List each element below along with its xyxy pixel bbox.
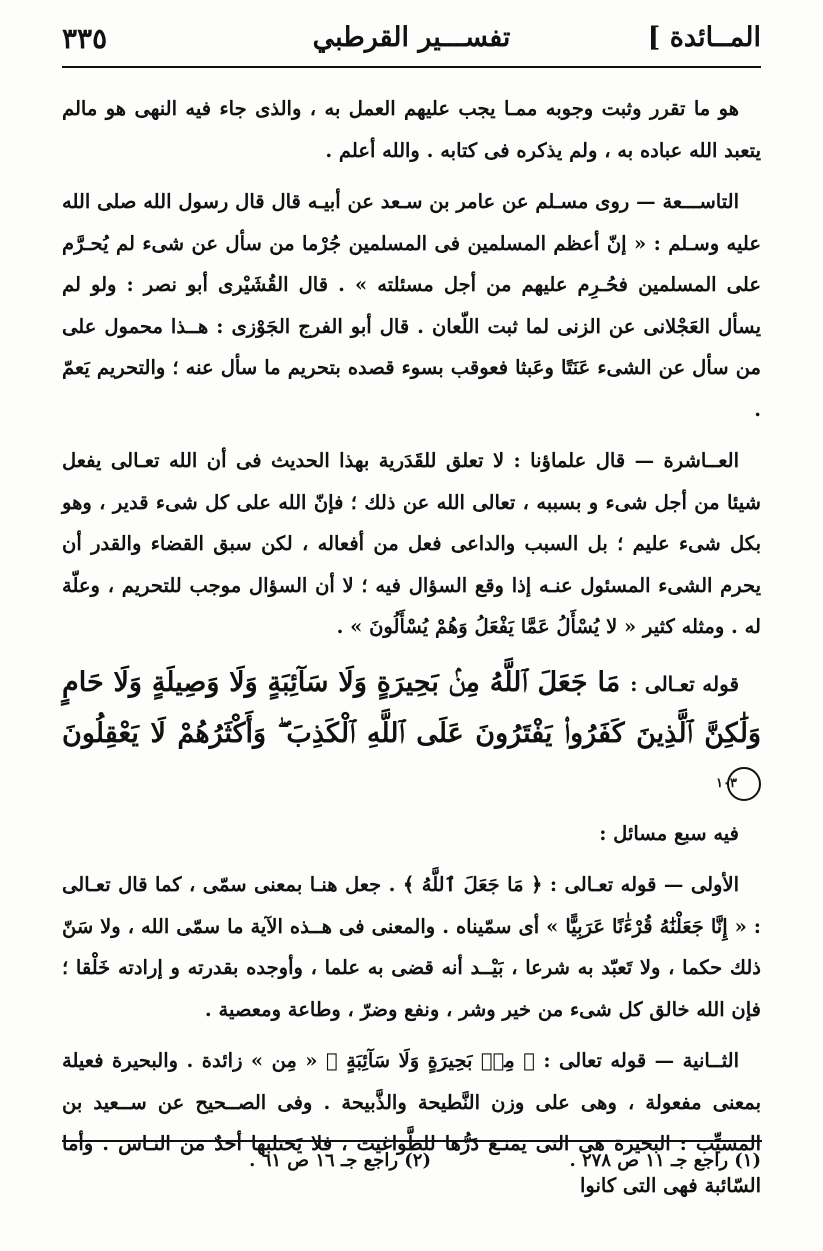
footnote-1: (١) راجع جـ ١١ ص ٢٧٨ . bbox=[569, 1150, 761, 1171]
paragraph-second-issue: الثــانية — قوله تعالى : ﴿ مِنۢ بَحِيرَةٍ وَلَا سَآئِبَةٍ ﴾ « مِن » زائدة . والبحيرة فعيلة بمعنى مفعولة ، وهى على وزن النَّطيحة والذَّبيحة . وفى الصــحيح عن ســعيد بن المسيِّب : البحيرة هى التى يمنـع دَرُّها للطَّواغيت ، فلا يَحتلبها أحدٌ من النـاس . وأما السّائبة فهى التى كانوا bbox=[62, 1049, 761, 1197]
paragraph-ninth: التاســـعة — روى مسـلم عن عامر بن سـعد عن أبيـه قال قال رسول الله صلى الله عليه وسـلم : « إنّ أعظم المسلمين فى المسلمين جُرْما من سأل عن شىء لم يُحـرَّم على المسلمين فحُـرِم عليهم من أجل مسئلته » . قال القُشَيْرى أبو نصر : ولو لم يسأل العَجْلانى عن الزنى لما ثبت اللّعان . قال أبو الفرج الجَوْزى : هــذا محمول على من سأل عن الشىء عَنَتًا وعَبثا فعوقب بسوء قصده بتحريم ما سأل عنه ؛ والتحريم يَعمّ . bbox=[62, 190, 761, 421]
paragraph-tenth: العــاشرة — قال علماؤنا : لا تعلق للقَدَرية بهذا الحديث فى أن الله تعـالى يفعل شيئا من أجل شىء و بسببه ، تعالى الله عن ذلك ؛ فإنّ الله على كل شىء قدير ، وهو بكل شىء عليم ؛ بل السبب والداعى فعل من أفعاله ، لكن سبق القضاء والقدر أن يحرم الشىء المسئول عنـه إذا وقع السؤال فيه ؛ لا أن السؤال موجب للتحريم ، وعلّة له . ومثله كثير « لا يُسْأَلُ عَمَّا يَفْعَلُ وَهُمْ يُسْأَلُونَ » . bbox=[62, 449, 761, 638]
footnotes bbox=[62, 1150, 761, 1190]
surah-name: المــائدة ] bbox=[647, 22, 761, 53]
page-body bbox=[62, 88, 761, 1216]
footnote-2: (٢) راجع جـ ١٦ ص ٦١ . bbox=[249, 1150, 431, 1171]
ayah-number-marker: ١٠٣ bbox=[727, 767, 761, 801]
header-divider bbox=[62, 66, 761, 68]
book-title: تفســـير القرطبي bbox=[312, 22, 511, 53]
page-header bbox=[62, 14, 761, 64]
paragraph-continuation: هو ما تقرر وثبت وجوبه ممـا يجب عليهم العمل به ، والذى جاء فيه النهى هو مالم يتعبد الله عباده به ، ولم يذكره فى كتابه . والله أعلم . bbox=[62, 97, 761, 162]
verse-text: مَا جَعَلَ ٱللَّهُ مِنۢ بَحِيرَةٍ وَلَا سَآئِبَةٍ وَلَا وَصِيلَةٍ وَلَا حَامٍ وَلَٰكِنَّ ٱلَّذِينَ كَفَرُوا۟ يَفْتَرُونَ عَلَى ٱللَّهِ ٱلْكَذِبَ ۖ وَأَكْثَرُهُمْ لَا يَعْقِلُونَ bbox=[62, 666, 761, 749]
issues-intro: فيه سبع مسائل : bbox=[599, 821, 739, 845]
footnote-divider bbox=[62, 1140, 762, 1142]
quran-verse bbox=[62, 658, 761, 809]
paragraph-first-issue: الأولى — قوله تعـالى : ﴿ مَا جَعَلَ ٱللَّهُ ﴾ . جعل هنـا بمعنى سمّى ، كما قال تعـالى : « إِنَّا جَعَلْنَٰهُ قُرْءَٰنًا عَرَبِيًّا » أى سمّيناه . والمعنى فى هــذه الآية ما سمّى الله ، ولا سَنّ ذلك حكما ، ولا تَعبّد به شرعا ، بَيْــد أنه قضى به علما ، وأوجده بقدرته و إرادته خَلْقا ؛ فإن الله خالق كل شىء من خير وشر ، ونفع وضرّ ، وطاعة ومعصية . bbox=[62, 873, 761, 1021]
verse-intro: قوله تعـالى : bbox=[630, 671, 740, 696]
page-number: ٣٣٥ bbox=[62, 22, 108, 55]
